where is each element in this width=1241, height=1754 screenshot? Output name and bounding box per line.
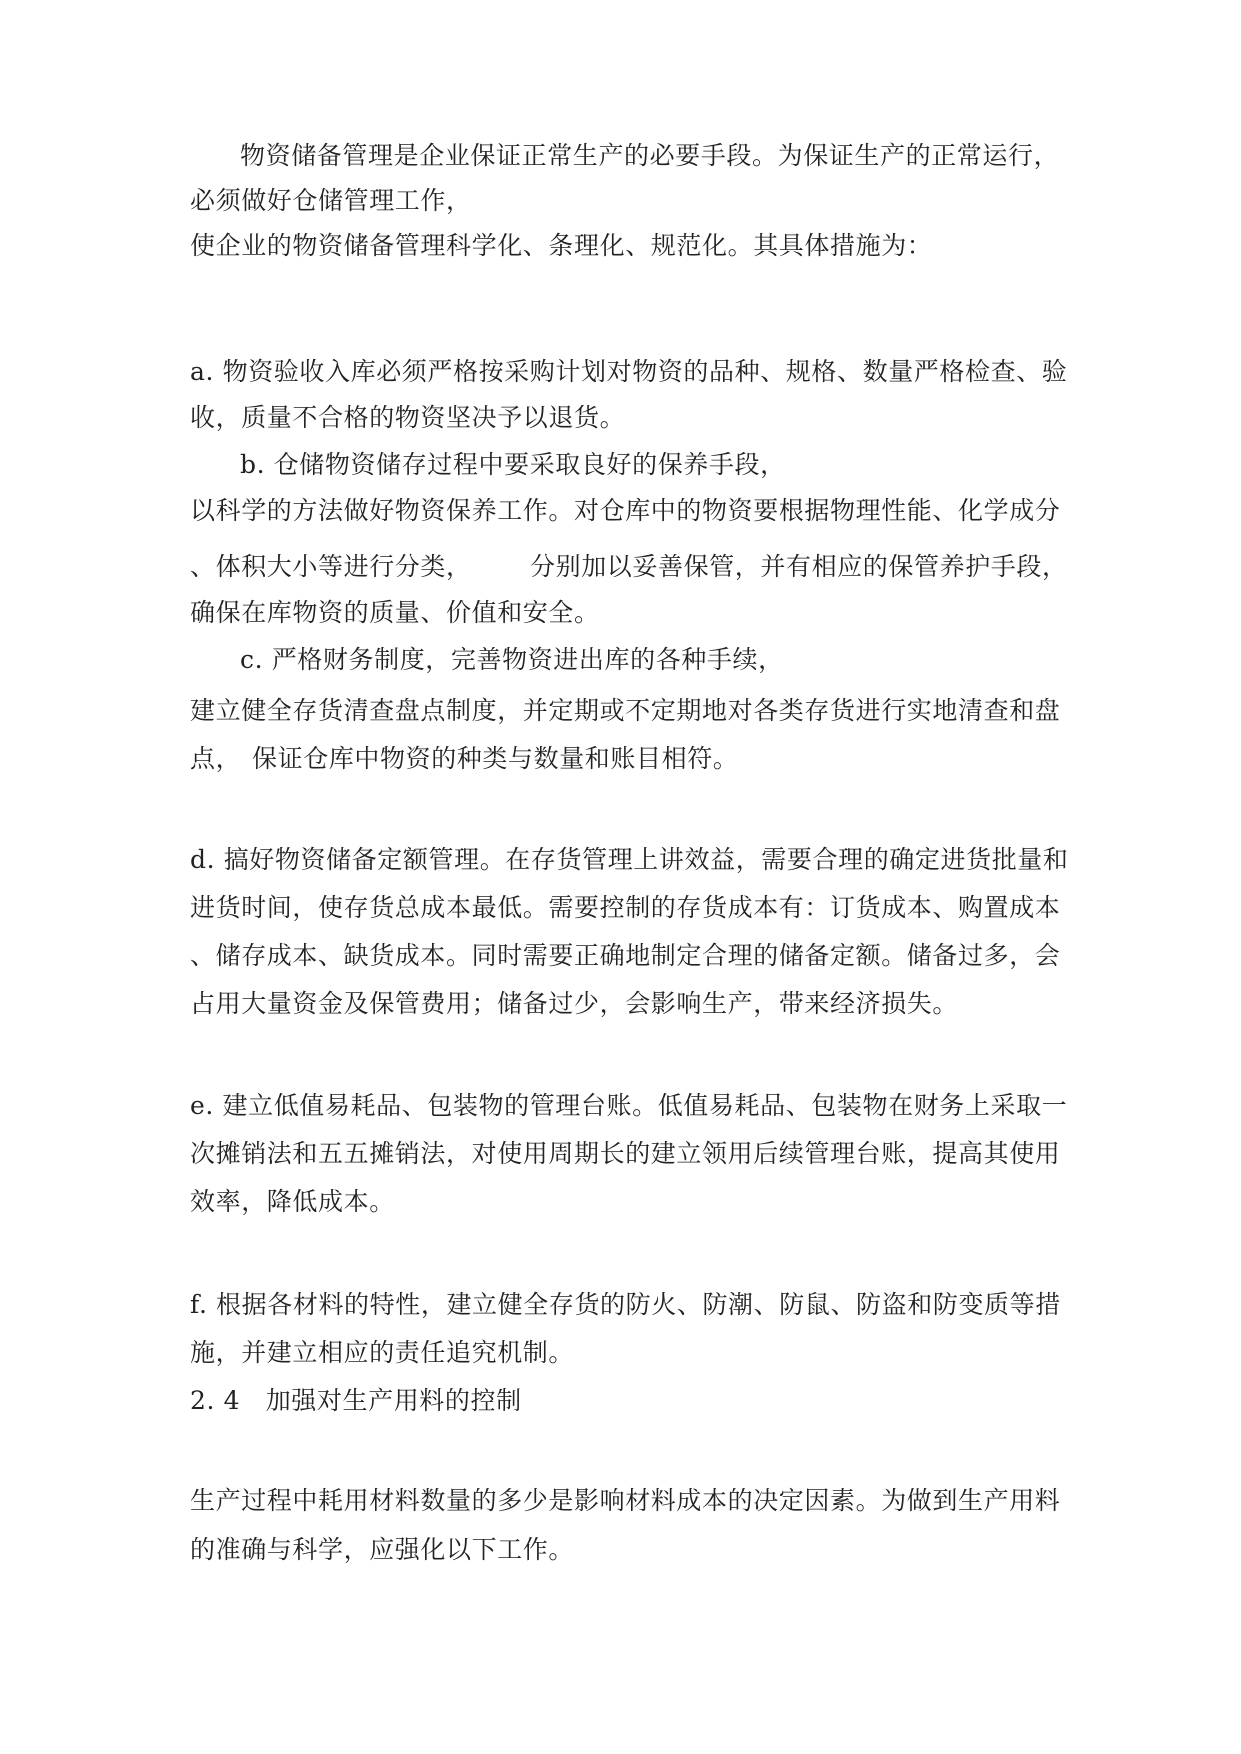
text-line: e. 建立低值易耗品、包装物的管理台账。低值易耗品、包装物在财务上采取一 — [190, 1091, 1068, 1120]
text-line: 分别加以妥善保管，并有相应的保管养护手段， — [530, 552, 1068, 581]
text-line: 确保在库物资的质量、价值和安全。 — [190, 598, 600, 627]
text-line: 使企业的物资储备管理科学化、条理化、规范化。其具体措施为： — [190, 231, 933, 260]
text-line: 、储存成本、缺货成本。同时需要正确地制定合理的储备定额。储备过多，会 — [190, 941, 1061, 970]
text-line: 的准确与科学，应强化以下工作。 — [190, 1535, 575, 1564]
text-line: a. 物资验收入库必须严格按采购计划对物资的品种、规格、数量严格检查、验 — [190, 357, 1068, 386]
text-line: 收，质量不合格的物资坚决予以退货。 — [190, 403, 626, 432]
text-line: 建立健全存货清查盘点制度，并定期或不定期地对各类存货进行实地清查和盘 — [190, 696, 1061, 725]
text-line: 以科学的方法做好物资保养工作。对仓库中的物资要根据物理性能、化学成分 — [190, 496, 1061, 525]
text-line: 、体积大小等进行分类， — [190, 552, 472, 581]
text-line: f. 根据各材料的特性，建立健全存货的防火、防潮、防鼠、防盗和防变质等措 — [190, 1290, 1061, 1319]
text-line: 生产过程中耗用材料数量的多少是影响材料成本的决定因素。为做到生产用料 — [190, 1486, 1061, 1515]
text-line: 施，并建立相应的责任追究机制。 — [190, 1338, 575, 1367]
text-line: c. 严格财务制度，完善物资进出库的各种手续， — [240, 645, 784, 674]
text-line: 必须做好仓储管理工作， — [190, 186, 472, 215]
text-line: b. 仓储物资储存过程中要采取良好的保养手段， — [240, 450, 786, 479]
text-line: 效率，降低成本。 — [190, 1187, 395, 1216]
text-line: 物资储备管理是企业保证正常生产的必要手段。为保证生产的正常运行， — [240, 141, 1060, 170]
text-line: 占用大量资金及保管费用；储备过少，会影响生产，带来经济损失。 — [190, 989, 959, 1018]
section-heading: 2. 4 加强对生产用料的控制 — [190, 1386, 522, 1415]
text-line: 进货时间，使存货总成本最低。需要控制的存货成本有：订货成本、购置成本 — [190, 893, 1061, 922]
text-line: d. 搞好物资储备定额管理。在存货管理上讲效益，需要合理的确定进货批量和 — [190, 845, 1069, 874]
text-line: 次摊销法和五五摊销法，对使用周期长的建立领用后续管理台账，提高其使用 — [190, 1139, 1061, 1168]
text-line: 点， — [190, 744, 242, 773]
text-line: 保证仓库中物资的种类与数量和账目相符。 — [252, 744, 739, 773]
